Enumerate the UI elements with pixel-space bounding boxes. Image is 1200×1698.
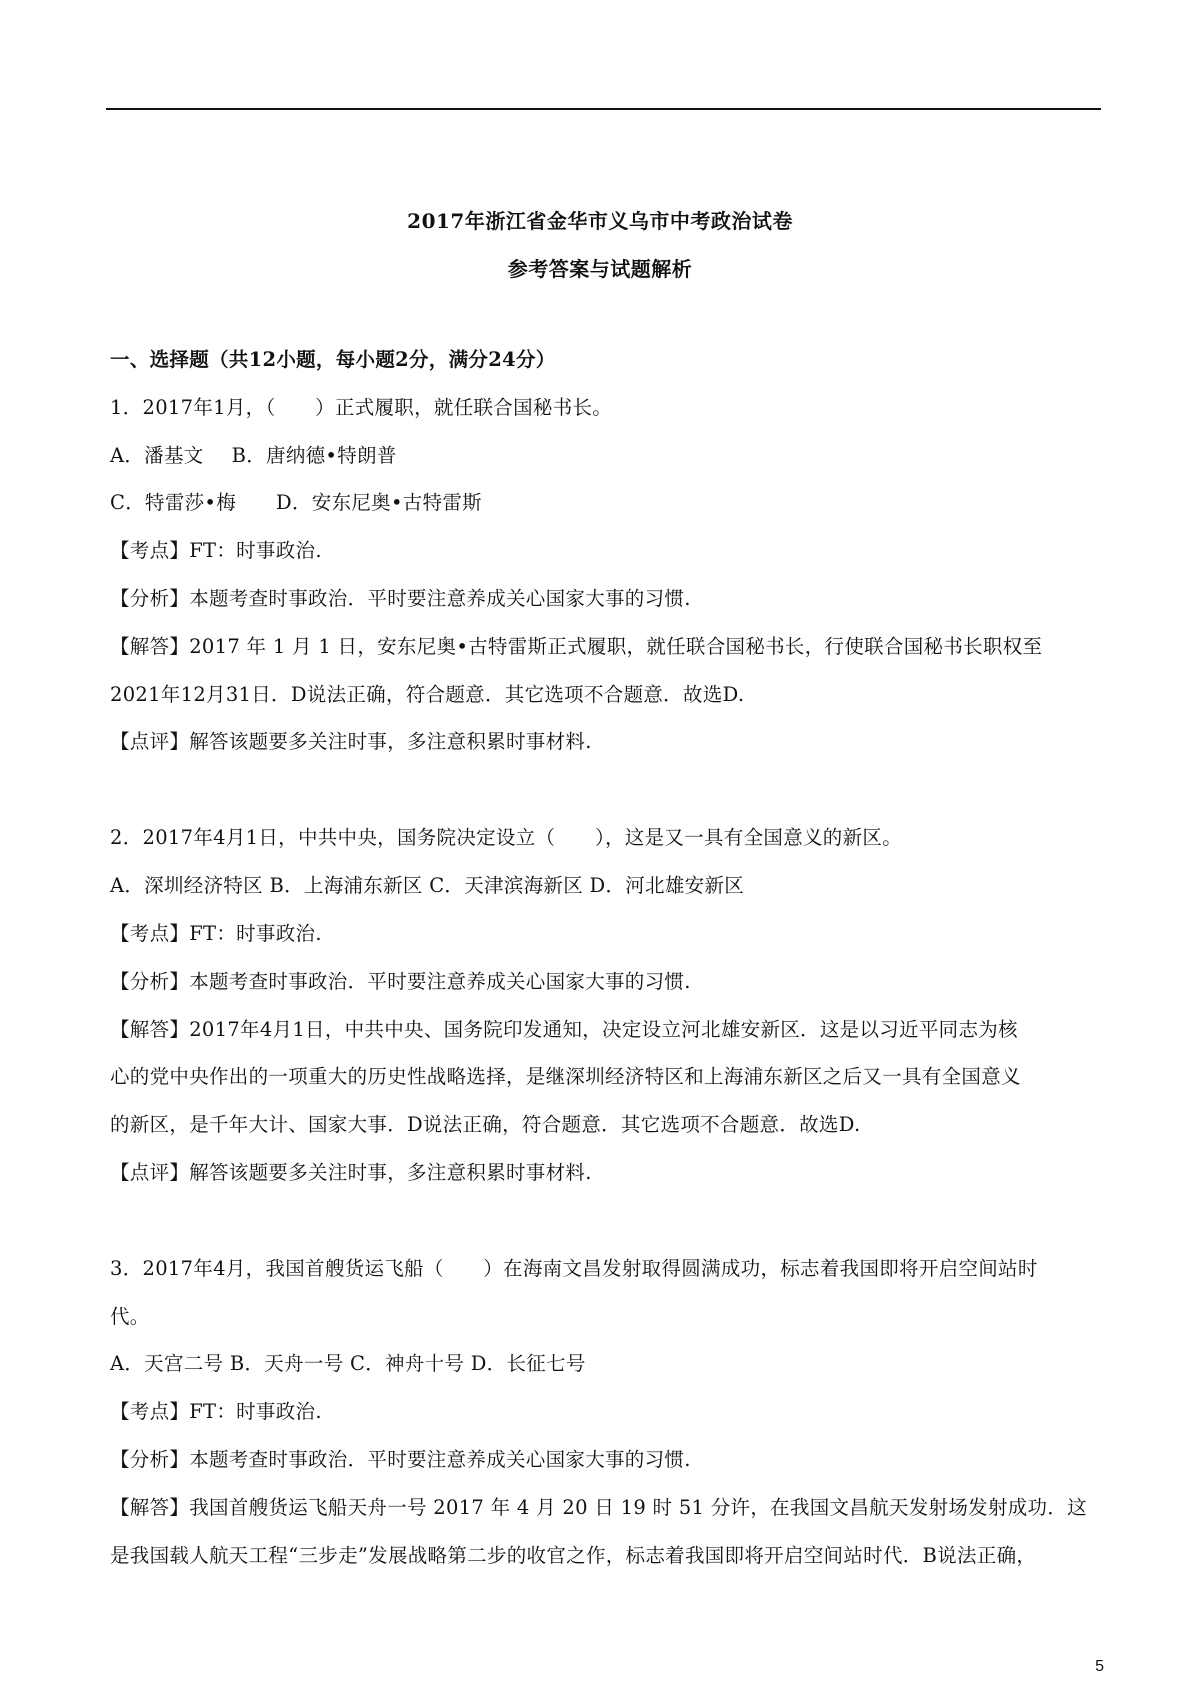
- q1-options-row-1: [110, 443, 1100, 469]
- section-heading: 一、选择题（共12小题，每小题2分，满分24分）: [110, 348, 556, 371]
- q1-jieda-line-1: 【解答】2017 年 1 月 1 日，安东尼奥•古特雷斯正式履职，就任联合国秘书长，行使联合国秘书长职权至: [110, 635, 1043, 658]
- q2-jieda-line-1: 【解答】2017年4月1日，中共中央、国务院印发通知，决定设立河北雄安新区．这是以习近平同志为核: [110, 1018, 1018, 1041]
- q1-option-c: C．特雷莎•梅: [110, 491, 237, 514]
- q2-jieda-line-3: 的新区，是千年大计、国家大事．D说法正确，符合题意．其它选项不合题意．故选D.: [110, 1113, 861, 1136]
- q1-option-b: B．唐纳德•特朗普: [231, 444, 397, 467]
- q1-fenxi: 【分析】本题考查时事政治．平时要注意养成关心国家大事的习惯.: [110, 587, 691, 610]
- q1-kaodian: 【考点】FT：时事政治.: [110, 539, 322, 562]
- q3-jieda-line-2: 是我国载人航天工程“三步走”发展战略第二步的收官之作，标志着我国即将开启空间站时代．B说法正确，: [110, 1544, 1037, 1567]
- q2-stem: 2．2017年4月1日，中共中央，国务院决定设立（ ），这是又一具有全国意义的新区。: [110, 826, 902, 849]
- q3-stem-line-2: 代。: [110, 1305, 150, 1328]
- q1-jieda-line-2: 2021年12月31日．D说法正确，符合题意．其它选项不合题意．故选D.: [110, 683, 745, 706]
- header-rule: [106, 108, 1101, 110]
- q2-fenxi: 【分析】本题考查时事政治．平时要注意养成关心国家大事的习惯.: [110, 970, 691, 993]
- q1-dianping: 【点评】解答该题要多关注时事，多注意积累时事材料.: [110, 730, 592, 753]
- q3-options: A．天宫二号 B．天舟一号 C．神舟十号 D．长征七号: [110, 1352, 586, 1375]
- q2-dianping: 【点评】解答该题要多关注时事，多注意积累时事材料.: [110, 1161, 592, 1184]
- q2-options: A．深圳经济特区 B．上海浦东新区 C．天津滨海新区 D．河北雄安新区: [110, 874, 745, 897]
- q3-stem-line-1: 3．2017年4月，我国首艘货运飞船（ ）在海南文昌发射取得圆满成功，标志着我国即将开启空间站时: [110, 1257, 1038, 1280]
- q1-option-a: A．潘基文: [110, 444, 204, 467]
- document-title: 2017年浙江省金华市义乌市中考政治试卷: [407, 209, 793, 233]
- q1-stem: 1．2017年1月，（ ）正式履职，就任联合国秘书长。: [110, 396, 613, 419]
- q2-jieda-line-2: 心的党中央作出的一项重大的历史性战略选择，是继深圳经济特区和上海浦东新区之后又一具有全国意义: [110, 1065, 1021, 1088]
- q3-fenxi: 【分析】本题考查时事政治．平时要注意养成关心国家大事的习惯.: [110, 1448, 691, 1471]
- q3-kaodian: 【考点】FT：时事政治.: [110, 1400, 322, 1423]
- q2-kaodian: 【考点】FT：时事政治.: [110, 922, 322, 945]
- q3-jieda-line-1: 【解答】我国首艘货运飞船天舟一号 2017 年 4 月 20 日 19 时 51 分许，在我国文昌航天发射场发射成功．这: [110, 1496, 1087, 1519]
- q1-option-d: D．安东尼奥•古特雷斯: [276, 491, 482, 514]
- page-number: 5: [1095, 1658, 1104, 1675]
- document-subtitle: 参考答案与试题解析: [507, 257, 693, 281]
- q1-options-row-2: [110, 490, 1100, 516]
